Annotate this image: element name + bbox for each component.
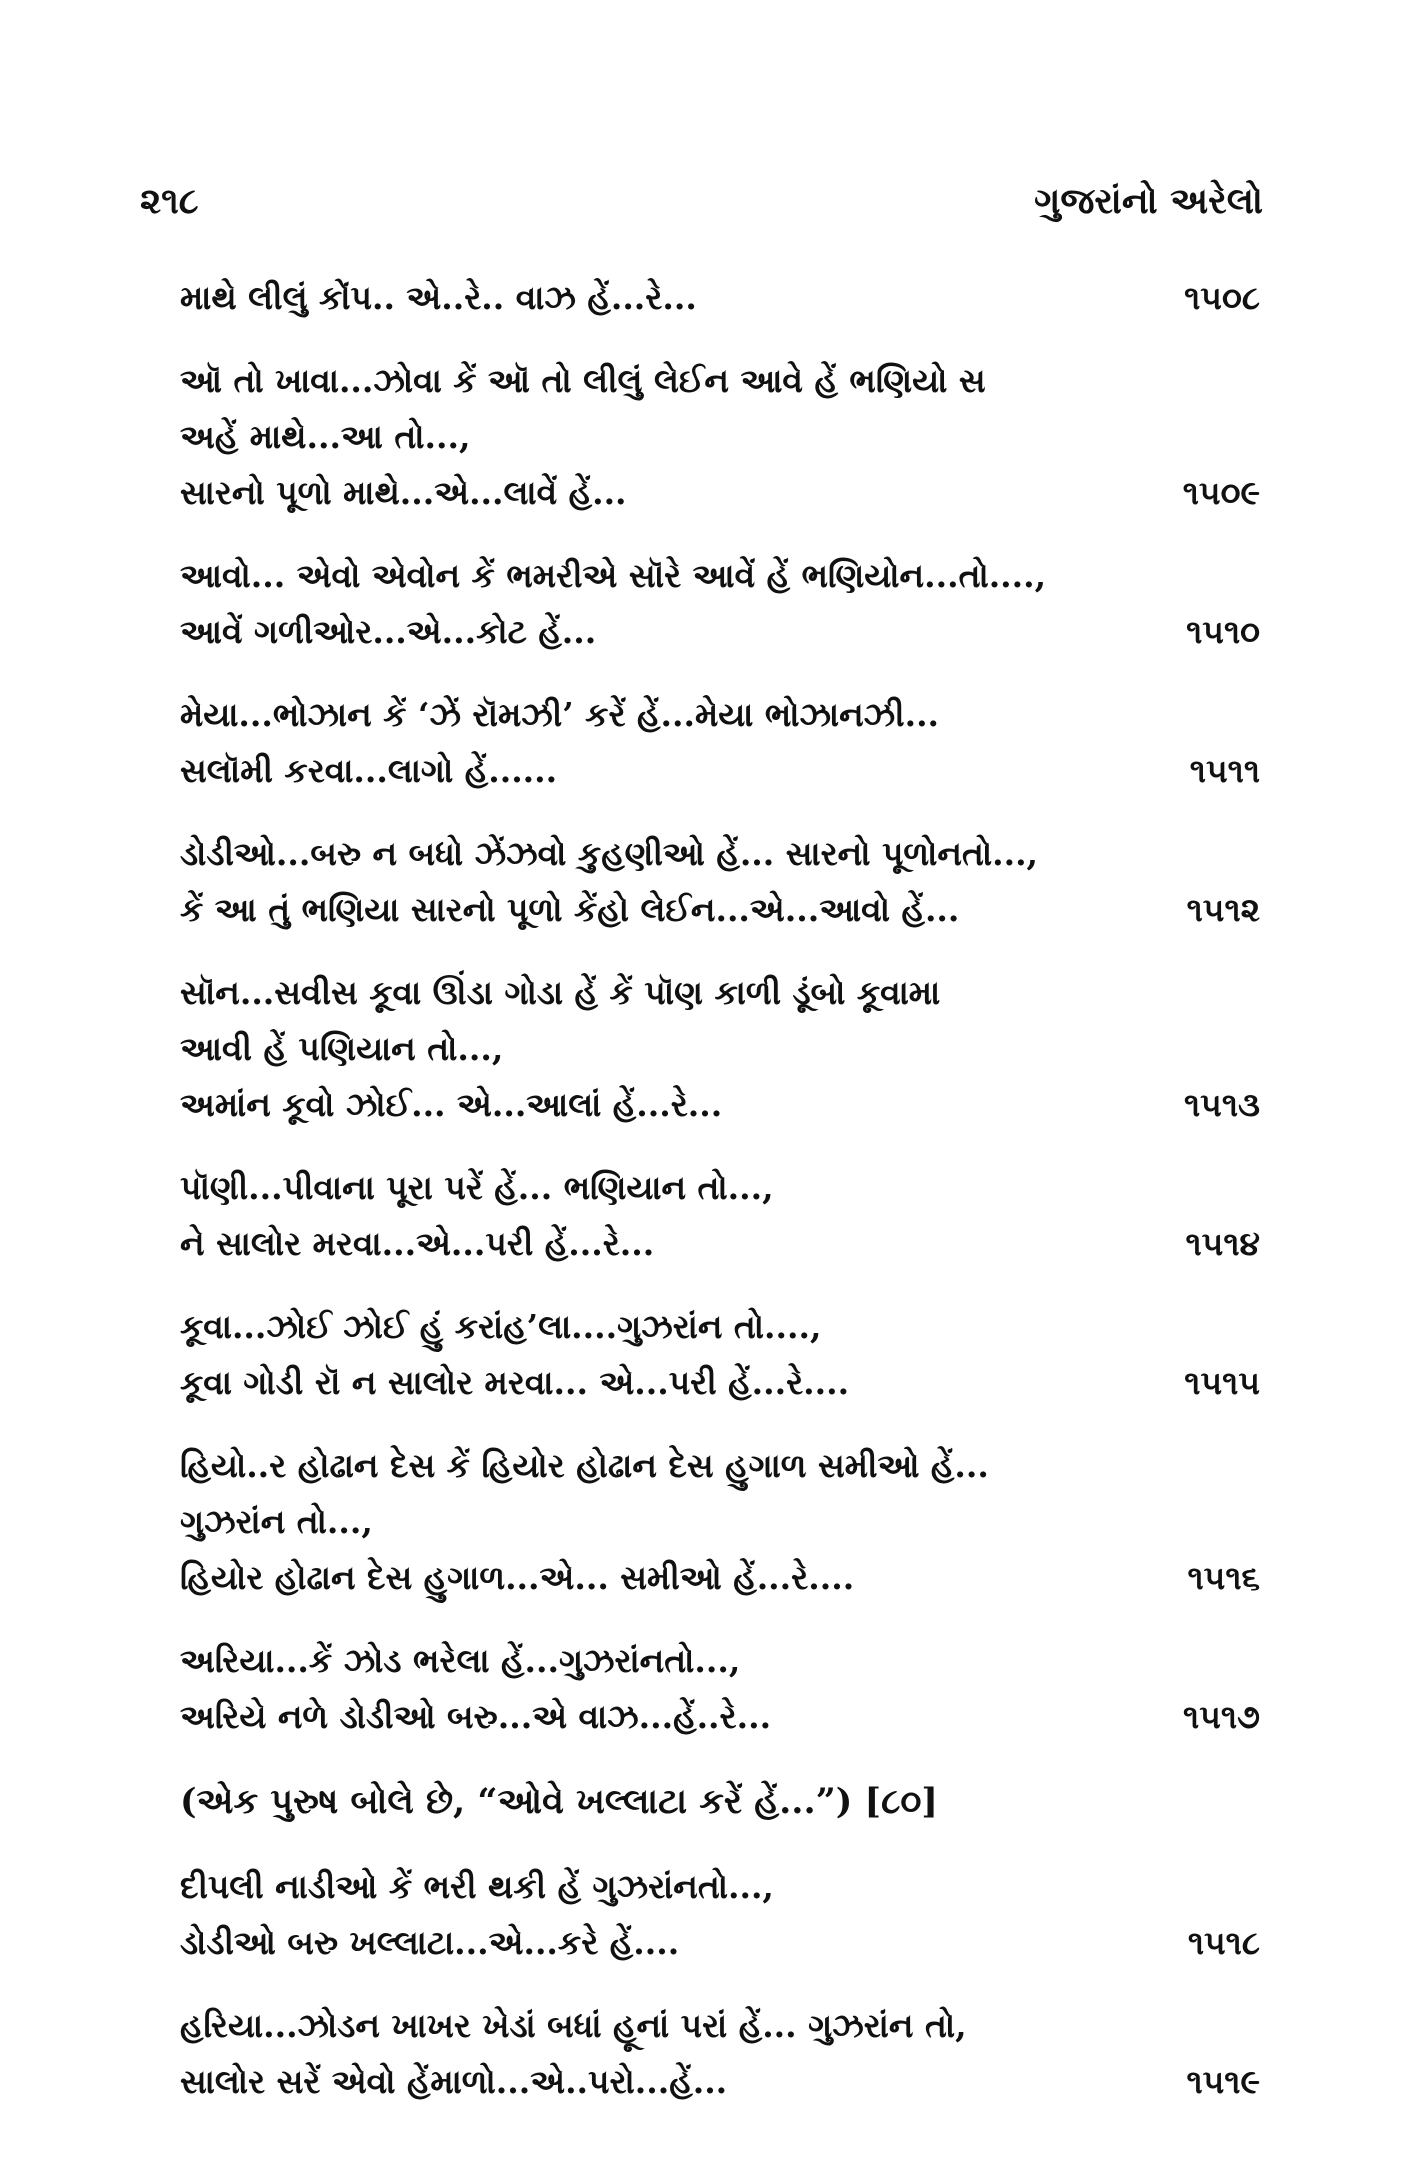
- verse-text: કેં આ તું ભણિયા સારનો પૂળો કેંહો લેઈન...એ...આવો હેં...: [180, 890, 960, 929]
- verse-text: હિયોર હોઢાન દેસ હુગાળ...એ... સમીઓ હેં...રે....: [180, 1558, 855, 1597]
- verse-number: ૧૫૧૧: [1189, 751, 1260, 790]
- stanza: [180, 1998, 1260, 2110]
- verse-text: પૉણી...પીવાના પૂરા પરેં હેં... ભણિયાન તો...,: [180, 1168, 774, 1207]
- verse-line: [180, 2054, 1260, 2110]
- verse-line: [180, 1633, 1260, 1689]
- stanza: [180, 687, 1260, 799]
- stanza: [180, 1299, 1260, 1411]
- verse-text: હિયો..ર હોઢાન દેસ કેં હિયોર હોઢાન દેસ હુગાળ સમીઓ હેં...: [180, 1446, 989, 1485]
- verse-text: હરિયા...ઝોડન ખાખર ખેડાં બધાં હૂનાં પરાં હેં... ગુઝરાંન તો,: [180, 2006, 967, 2045]
- verse-number: ૧૫૧૦: [1186, 612, 1260, 651]
- stanza: [180, 1438, 1260, 1606]
- verse-text: સાલોર સરેં એવો હેંમાળો...એ..પરો...હેં...: [180, 2062, 728, 2101]
- verse-line: [180, 1494, 1260, 1550]
- verse-text: આવો... એવો એવોન કેં ભમરીએ સૉરે આવેં હેં ભણિયોન...તો....,: [180, 556, 1047, 595]
- stanza-group: [180, 270, 1260, 1745]
- verse-text: સારનો પૂળો માથે...એ...લાવેં હેં...: [180, 473, 627, 512]
- stanza: [180, 353, 1260, 521]
- verse-line: [180, 882, 1260, 938]
- page-number: ૨૧૮: [140, 179, 199, 222]
- verse-text: અરિયા...કેં ઝોડ ભરેલા હેં...ગુઝરાંનતો...,: [180, 1641, 741, 1680]
- verse-line: [180, 1438, 1260, 1494]
- page-header: [140, 176, 1263, 226]
- verse-line: [180, 1915, 1260, 1971]
- verse-number: ૧૫૧૫: [1184, 1363, 1260, 1402]
- verse-text: દીપલી નાડીઓ કેં ભરી થકી હેં ગુઝરાંનતો...,: [180, 1867, 774, 1906]
- verse-line: [180, 1021, 1260, 1077]
- poem-body: [180, 270, 1260, 2137]
- stanza: [180, 548, 1260, 660]
- verse-text: મેયા...ભોઝાન કેં ‘ઝેં રૉમઝી’ કરેં હેં...મેયા ભોઝાનઝી...: [180, 695, 940, 734]
- verse-number: ૧૫૧૬: [1187, 1558, 1260, 1597]
- verse-text: સલૉમી કરવા...લાગો હેં......: [180, 751, 558, 790]
- verse-line: [180, 826, 1260, 882]
- verse-number: ૧૫૧૯: [1186, 2062, 1260, 2101]
- verse-text: કૂવા ગોડી રૉ ન સાલોર મરવા... એ...પરી હેં...રે....: [180, 1363, 850, 1402]
- verse-text: અરિયે નળે ડોડીઓ બરુ...એ વાઝ...હેં..રે...: [180, 1697, 772, 1736]
- running-title: ગુજરાંનો અરેલો: [1034, 179, 1263, 222]
- stanza: [180, 965, 1260, 1133]
- verse-text: ડોડીઓ...બરુ ન બધો ઝેંઝવો કુહણીઓ હેં... સારનો પૂળોનતો...,: [180, 834, 1039, 873]
- verse-number: ૧૫૦૯: [1182, 473, 1260, 512]
- verse-number: ૧૫૧૮: [1187, 1923, 1260, 1962]
- verse-line: [180, 409, 1260, 465]
- verse-line: [180, 604, 1260, 660]
- verse-number: ૧૫૧૭: [1183, 1697, 1260, 1736]
- verse-line: [180, 465, 1260, 521]
- verse-number: ૧૫૧૨: [1186, 890, 1260, 929]
- stanza: [180, 1160, 1260, 1272]
- stanza: [180, 1859, 1260, 1971]
- verse-text: કૂવા...ઝોઈ ઝોઈ હું કરાંહ’લા....ગુઝરાંન તો....,: [180, 1307, 822, 1346]
- verse-text: અહેં માથે...આ તો...,: [180, 417, 471, 456]
- verse-text: ઑ તો ખાવા...ઝોવા કેં ઑ તો લીલું લેઈન આવે હેં ભણિયો સ: [180, 361, 986, 400]
- verse-number: ૧૫૦૮: [1184, 278, 1260, 317]
- stanza: [180, 1633, 1260, 1745]
- verse-line: [180, 1550, 1260, 1606]
- verse-text: ને સાલોર મરવા...એ...પરી હેં...રે...: [180, 1224, 655, 1263]
- speaker-note: (એક પુરુષ બોલે છે, “ઓવે ખલ્લાટા કરેં હેં...”) [૮૦]: [180, 1781, 938, 1822]
- verse-line: [180, 743, 1260, 799]
- stanza: [180, 826, 1260, 938]
- verse-line: [180, 548, 1260, 604]
- verse-number: ૧૫૧૪: [1185, 1224, 1260, 1263]
- verse-text: માથે લીલું કોંપ.. એ..રે.. વાઝ હેં...રે...: [180, 278, 697, 317]
- verse-line: [180, 965, 1260, 1021]
- verse-line: [180, 1216, 1260, 1272]
- verse-line: [180, 1998, 1260, 2054]
- verse-line: [180, 1160, 1260, 1216]
- verse-line: [180, 1355, 1260, 1411]
- verse-number: ૧૫૧૩: [1184, 1085, 1260, 1124]
- verse-line: [180, 1859, 1260, 1915]
- verse-text: સૉન...સવીસ કૂવા ઊંડા ગોડા હેં કેં પૉણ કાળી ડૂંબો કૂવામા: [180, 973, 941, 1012]
- stanza: [180, 270, 1260, 326]
- verse-line: [180, 1299, 1260, 1355]
- verse-line: [180, 353, 1260, 409]
- verse-line: [180, 270, 1260, 326]
- verse-line: [180, 1689, 1260, 1745]
- verse-text: અમાંન કૂવો ઝોઈ... એ...આલાં હેં...રે...: [180, 1085, 723, 1124]
- verse-text: ડોડીઓ બરુ ખલ્લાટા...એ...કરે હેં....: [180, 1923, 680, 1962]
- stanza-group: [180, 1859, 1260, 2110]
- verse-text: આવી હેં પણિયાન તો...,: [180, 1029, 504, 1068]
- verse-line: [180, 1077, 1260, 1133]
- verse-text: ગુઝરાંન તો...,: [180, 1502, 373, 1541]
- verse-line: [180, 687, 1260, 743]
- verse-text: આવેં ગળીઓર...એ...કોટ હેં...: [180, 612, 597, 651]
